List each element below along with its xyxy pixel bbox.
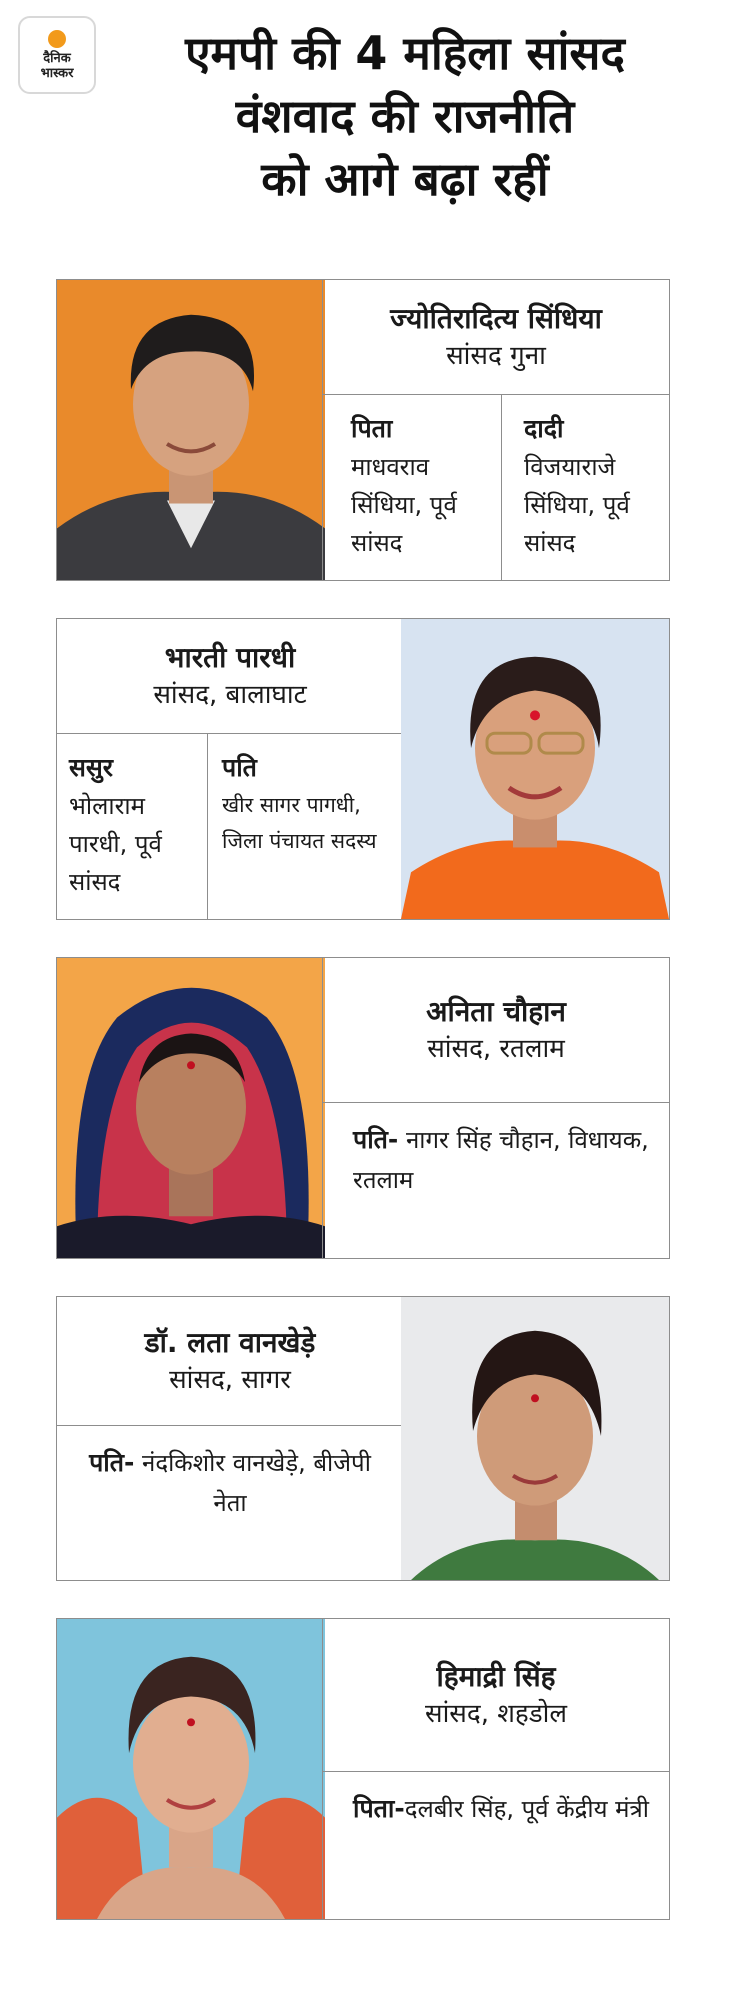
relation-label: पिता-	[353, 1794, 405, 1823]
person-role: सांसद, शहडोल	[425, 1699, 567, 1729]
person-name: ज्योतिरादित्य सिंधिया	[390, 302, 602, 335]
person-role: सांसद गुना	[446, 341, 546, 371]
person-role: सांसद, बालाघाट	[153, 680, 307, 710]
relation-label: पति-	[353, 1125, 399, 1154]
relation-label: पति-	[89, 1448, 135, 1477]
relation-text: दलबीर सिंह, पूर्व केंद्रीय मंत्री	[404, 1795, 649, 1823]
relations-block	[323, 394, 669, 580]
profile-card-himadri-singh	[56, 1618, 670, 1920]
relation-husband	[207, 733, 403, 919]
relation-father-in-law	[57, 733, 207, 919]
person-name: भारती पारधी	[164, 641, 296, 674]
relations-block	[57, 733, 403, 919]
relation-grandmother	[501, 394, 669, 580]
relation-label: पिता	[351, 414, 393, 443]
info-panel	[322, 1619, 669, 1919]
portrait-photo	[401, 619, 669, 919]
relation-text: विजयाराजे सिंधिया, पूर्व सांसद	[524, 453, 630, 557]
name-block	[323, 280, 669, 395]
relation-father	[323, 1771, 669, 1919]
portrait-photo	[57, 958, 325, 1258]
profile-card-anita-chauhan	[56, 957, 670, 1259]
relation-text: माधवराव सिंधिया, पूर्व सांसद	[351, 453, 457, 557]
relation-husband	[57, 1425, 403, 1580]
portrait-photo	[57, 280, 325, 580]
person-name: अनिता चौहान	[426, 995, 566, 1028]
logo-line2: भास्कर	[40, 65, 74, 81]
dainik-bhaskar-logo[interactable]	[18, 16, 96, 94]
relation-text: नंदकिशोर वानखेड़े, बीजेपी नेता	[142, 1449, 371, 1517]
logo-line1: दैनिक	[43, 50, 71, 66]
portrait-photo	[57, 1619, 325, 1919]
info-panel	[57, 1297, 404, 1580]
headline-line1: एमपी की 4 महिला सांसद	[185, 26, 625, 80]
portrait-photo	[401, 1297, 669, 1580]
info-panel	[322, 280, 669, 580]
sun-icon	[48, 30, 66, 48]
info-panel	[57, 619, 404, 919]
relation-text: नागर सिंह चौहान, विधायक, रतलाम	[353, 1126, 649, 1194]
headline	[100, 22, 710, 211]
person-name: हिमाद्री सिंह	[436, 1660, 556, 1693]
person-name: डॉ. लता वानखेड़े	[144, 1326, 316, 1359]
headline-line3: को आगे बढ़ा रहीं	[261, 152, 549, 206]
profile-card-lata-wankhede	[56, 1296, 670, 1581]
relation-text: खीर सागर पागधी, जिला पंचायत सदस्य	[222, 793, 377, 853]
name-block	[57, 1297, 403, 1426]
relation-label: ससुर	[69, 753, 114, 782]
headline-line2: वंशवाद की राजनीति	[235, 89, 575, 143]
relation-label: दादी	[524, 414, 564, 443]
relation-text: भोलाराम पारधी, पूर्व सांसद	[69, 792, 162, 896]
profile-card-bharti-pardhi	[56, 618, 670, 920]
name-block	[323, 1619, 669, 1772]
relation-father	[323, 394, 501, 580]
profile-card-scindia	[56, 279, 670, 581]
person-role: सांसद, सागर	[169, 1365, 291, 1395]
relation-label: पति	[222, 753, 257, 782]
name-block	[323, 958, 669, 1103]
relation-husband	[323, 1102, 669, 1258]
name-block	[57, 619, 403, 734]
person-role: सांसद, रतलाम	[427, 1034, 565, 1064]
info-panel	[322, 958, 669, 1258]
